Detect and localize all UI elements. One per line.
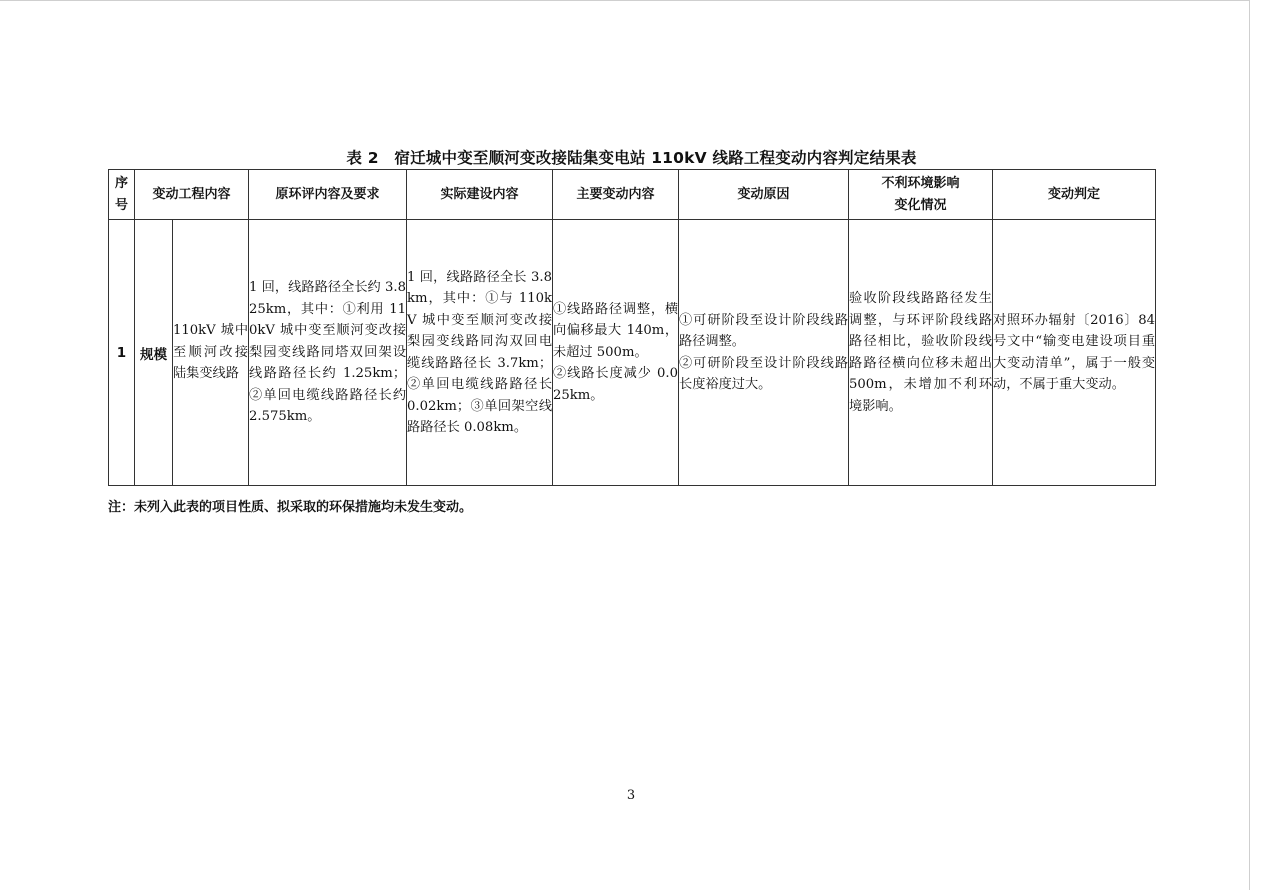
header-change-reason: 变动原因 [679, 170, 849, 220]
header-env-impact-line1: 不利环境影响 [881, 175, 960, 191]
table-title: 表 2 宿迁城中变至顺河变改接陆集变电站 110kV 线路工程变动内容判定结果表 [346, 149, 917, 167]
header-env-impact-line2: 变化情况 [894, 197, 947, 213]
header-main-change: 主要变动内容 [553, 170, 679, 220]
table-row [109, 220, 1156, 486]
header-actual-construction: 实际建设内容 [407, 170, 553, 220]
row-reason-2: ②可研阶段至设计阶段线路长度裕度过大。 [679, 355, 849, 392]
row-judgment: 对照环办辐射〔2016〕84 号文中“输变电建设项目重大变动清单”，属于一般变动，不属于重大变动。 [993, 220, 1156, 486]
row-actual: 1 回，线路路径全长 3.8km，其中：①与 110kV 城中变至顺河变改接梨园变线路同沟双回电缆线路路径长 3.7km；②单回电缆线路路径长 0.02km；③单回架空线路路径长 0.08km。 [407, 220, 553, 486]
row-reason-1: ①可研阶段至设计阶段线路路径调整。 [679, 312, 849, 349]
row-project: 110kV 城中至顺河改接陆集变线路 [173, 220, 249, 486]
row-category: 规模 [135, 220, 173, 486]
header-seq-line2: 号 [114, 197, 128, 213]
change-judgment-table [108, 169, 1156, 486]
header-env-impact [849, 170, 993, 220]
row-original: 1 回，线路路径全长约 3.825km，其中：①利用 110kV 城中变至顺河变改接梨园变线路同塔双回架设线路路径长约 1.25km；②单回电缆线路路径长约 2.575km。 [249, 220, 407, 486]
row-change-reason [679, 220, 849, 486]
table-note: 注：未列入此表的项目性质、拟采取的环保措施均未发生变动。 [108, 500, 473, 515]
header-seq [109, 170, 135, 220]
row-seq: 1 [109, 220, 135, 486]
page-number: 3 [626, 788, 636, 803]
row-env-impact: 验收阶段线路路径发生调整，与环评阶段线路路径相比，验收阶段线路路径横向位移未超出 500m，未增加不利环境影响。 [849, 220, 993, 486]
header-original-eia: 原环评内容及要求 [249, 170, 407, 220]
header-change-project: 变动工程内容 [135, 170, 249, 220]
row-main-change-2: ②线路长度减少 0.025km。 [553, 366, 679, 403]
header-seq-line1: 序 [114, 175, 128, 191]
header-judgment: 变动判定 [993, 170, 1156, 220]
row-main-change [553, 220, 679, 486]
header-row [109, 170, 1156, 220]
row-main-change-1: ①线路路径调整，横向偏移最大 140m，未超过 500m。 [553, 301, 679, 360]
